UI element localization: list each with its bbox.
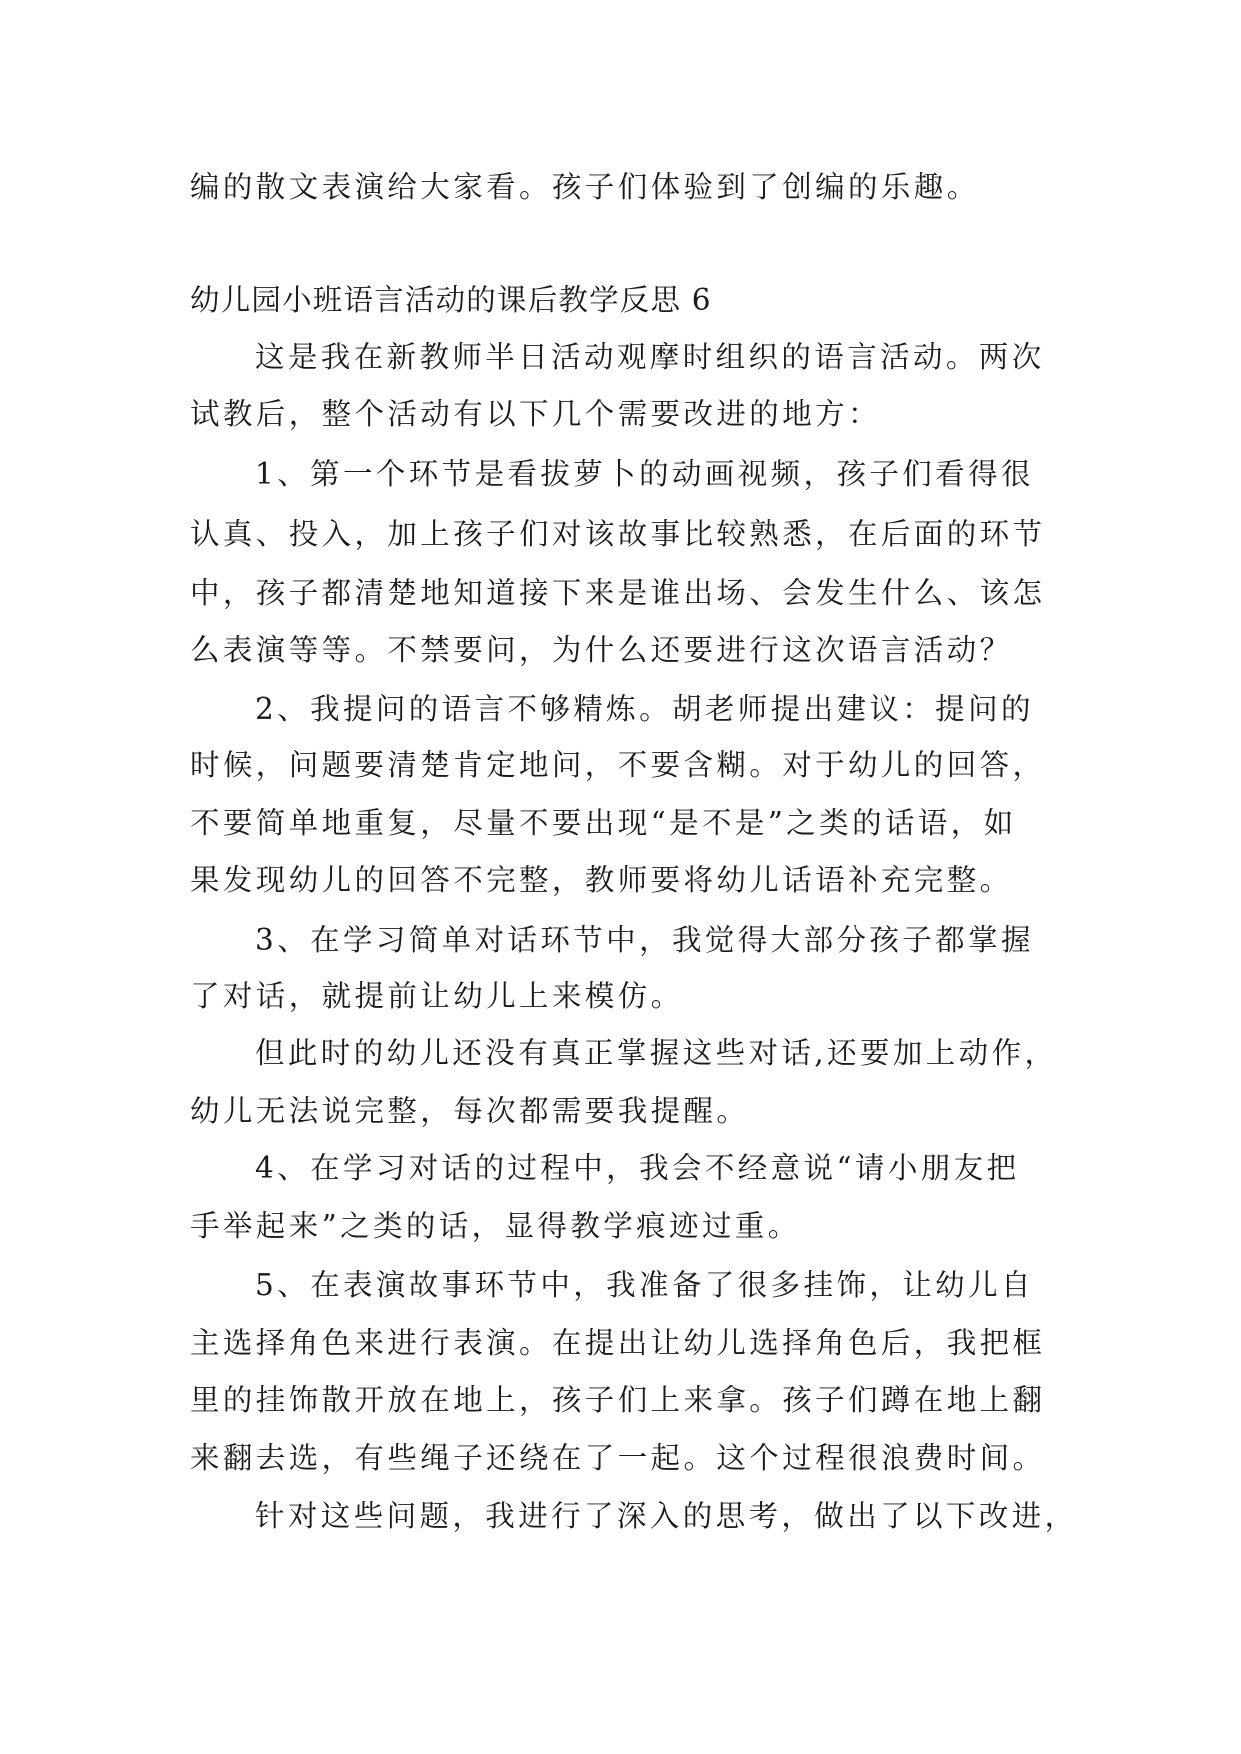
text-line: 针对这些问题，我进行了深入的思考，做出了以下改进， [255,1499,1078,1533]
text-line: 主选择角色来进行表演。在提出让幼儿选择角色后，我把框 [190,1326,1046,1360]
section-title: 幼儿园小班语言活动的课后教学反思 6 [190,283,712,317]
text-line: 来翻去选，有些绳子还绕在了一起。这个过程很浪费时间。 [190,1441,1046,1475]
text-line: 么表演等等。不禁要问，为什么还要进行这次语言活动？ [190,633,1013,667]
text-line: 但此时的幼儿还没有真正掌握这些对话,还要加上动作， [255,1036,1058,1070]
text-line: 5、在表演故事环节中，我准备了很多挂饰，让幼儿自 [255,1268,1034,1302]
text-line: 3、在学习简单对话环节中，我觉得大部分孩子都掌握 [255,923,1034,957]
text-line: 果发现幼儿的回答不完整，教师要将幼儿话语补充完整。 [190,863,1013,897]
text-line: 时候，问题要清楚肯定地问，不要含糊。对于幼儿的回答， [190,748,1046,782]
text-line: 了对话，就提前让幼儿上来模仿。 [190,979,684,1013]
text-line: 认真、投入，加上孩子们对该故事比较熟悉，在后面的环节 [190,517,1046,551]
text-line: 这是我在新教师半日活动观摩时组织的语言活动。两次 [255,340,1045,374]
text-line: 中，孩子都清楚地知道接下来是谁出场、会发生什么、该怎 [190,576,1046,610]
text-line: 编的散文表演给大家看。孩子们体验到了创编的乐趣。 [190,170,980,204]
text-line: 1、第一个环节是看拔萝卜的动画视频，孩子们看得很 [255,457,1034,491]
text-line: 2、我提问的语言不够精炼。胡老师提出建议：提问的 [255,692,1034,726]
text-line: 幼儿无法说完整，每次都需要我提醒。 [190,1094,750,1128]
text-line: 不要简单地重复，尽量不要出现“是不是”之类的话语，如 [190,806,1017,840]
text-line: 里的挂饰散开放在地上，孩子们上来拿。孩子们蹲在地上翻 [190,1383,1046,1417]
text-line: 4、在学习对话的过程中，我会不经意说“请小朋友把 [255,1151,1020,1185]
text-line: 试教后，整个活动有以下几个需要改进的地方： [190,397,881,431]
text-line: 手举起来”之类的话，显得教学痕迹过重。 [190,1209,801,1243]
